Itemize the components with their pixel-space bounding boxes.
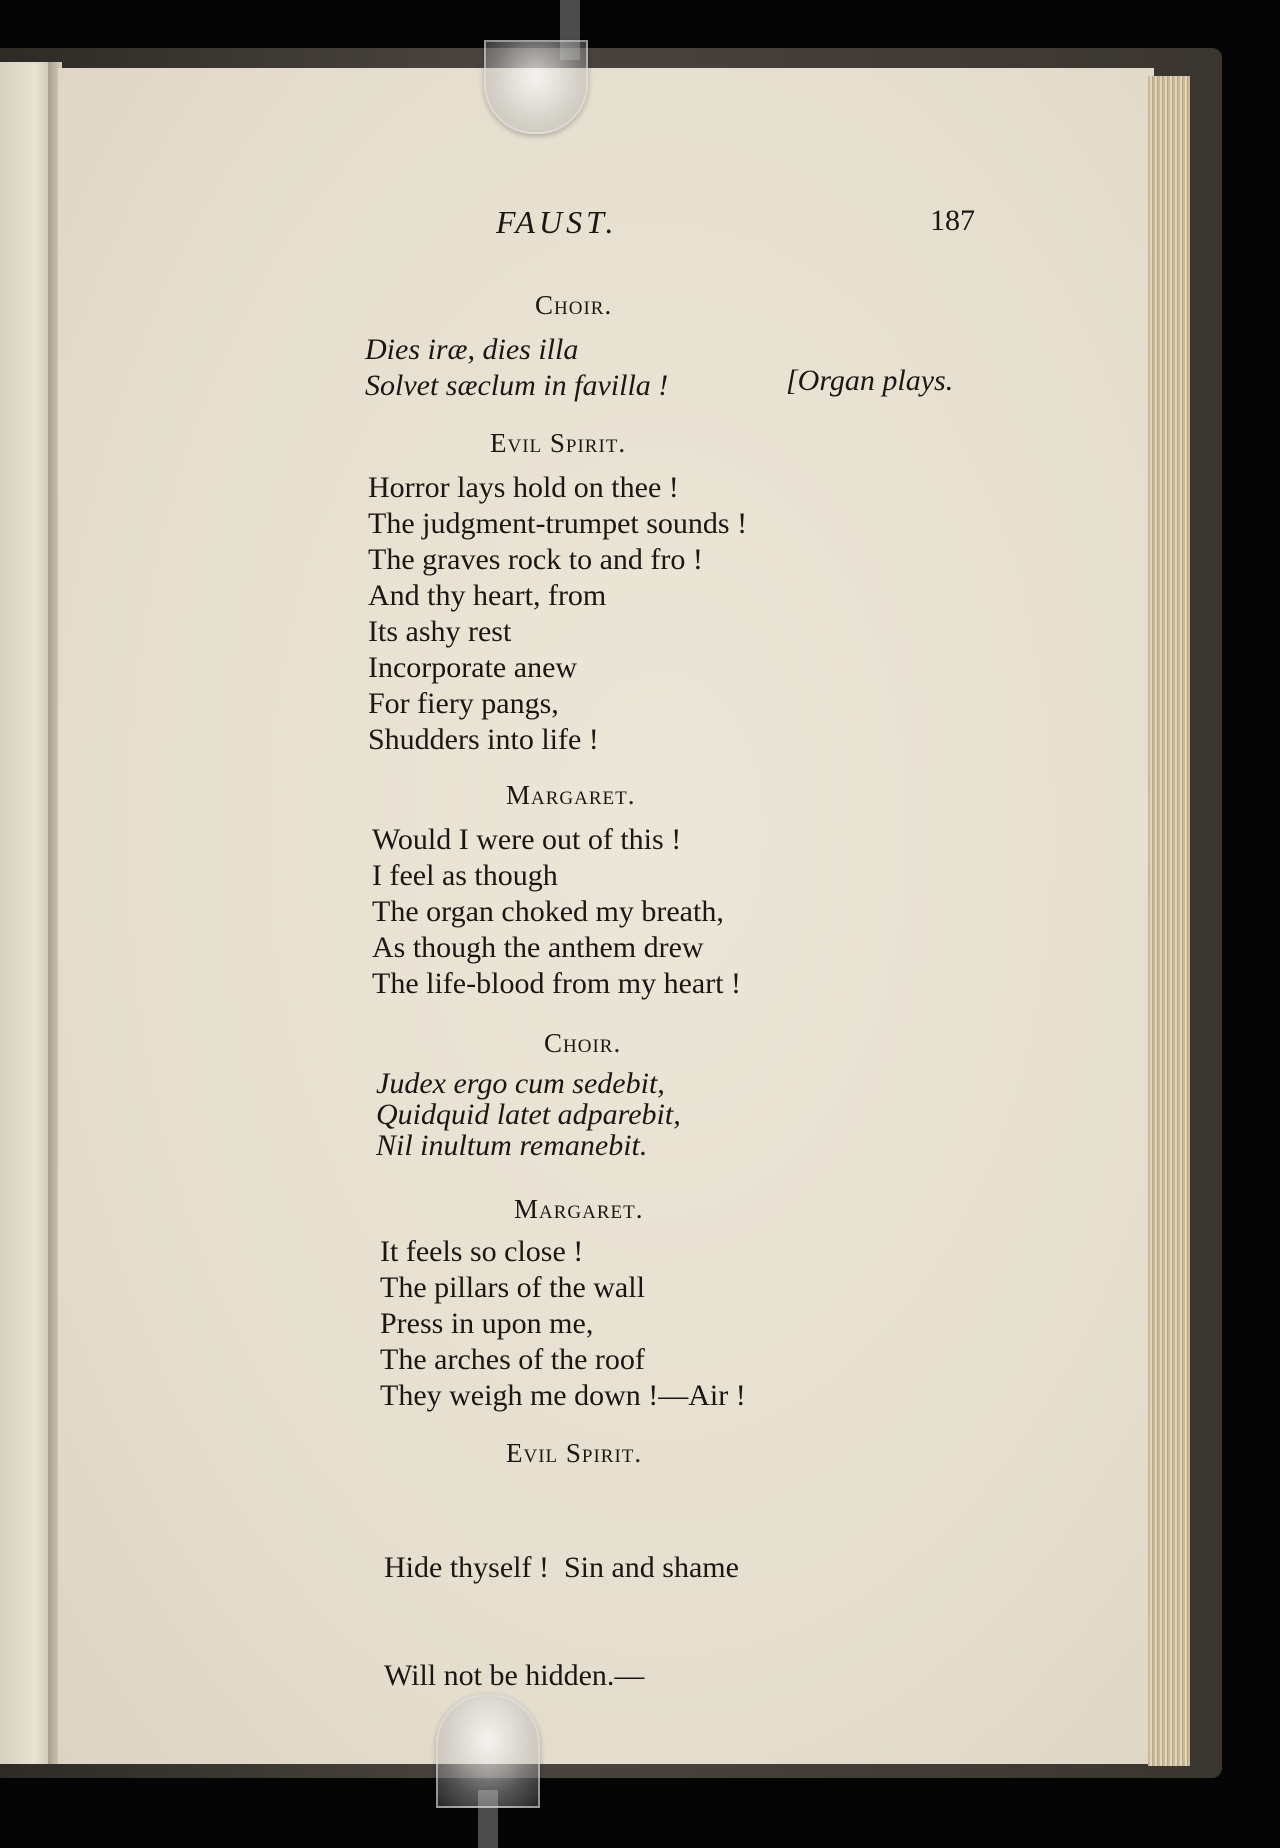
verse-line: Dies iræ, dies illa bbox=[365, 333, 579, 366]
verse-line: Incorporate anew bbox=[368, 651, 578, 684]
speaker-heading: Evil Spirit. bbox=[490, 428, 627, 458]
verse-line: I feel as though bbox=[372, 859, 558, 892]
verse-block bbox=[384, 1478, 739, 1730]
verse-line: They weigh me down !—Air ! bbox=[380, 1379, 746, 1412]
verse-line: Will not be hidden.— bbox=[384, 1659, 645, 1692]
verse-line: The pillars of the wall bbox=[380, 1271, 645, 1304]
verse-line: Hide thyself ! Sin and shame bbox=[384, 1551, 739, 1584]
verse-line: Shudders into life ! bbox=[368, 723, 599, 756]
verse-line: Horror lays hold on thee ! bbox=[368, 471, 679, 504]
running-head: FAUST. bbox=[496, 204, 618, 240]
verse-line: Nil inultum remanebit. bbox=[376, 1129, 648, 1162]
verse-block bbox=[372, 822, 741, 1002]
verse-line: For fiery pangs, bbox=[368, 687, 559, 720]
verse-line: It feels so close ! bbox=[380, 1235, 584, 1268]
verse-line: Solvet sæclum in favilla ! bbox=[365, 369, 669, 402]
verse-line: Its ashy rest bbox=[368, 615, 512, 648]
verse-block bbox=[365, 332, 668, 404]
speaker-heading: Evil Spirit. bbox=[506, 1438, 643, 1468]
verse-line: Quidquid latet adparebit, bbox=[376, 1098, 681, 1131]
page-number: 187 bbox=[930, 204, 975, 237]
verse-line: The judgment-trumpet sounds ! bbox=[368, 507, 748, 540]
verse-line: The organ choked my breath, bbox=[372, 895, 724, 928]
left-page-edge bbox=[0, 62, 50, 1764]
speaker-heading: Choir. bbox=[535, 290, 613, 320]
verse-line: Would I were out of this ! bbox=[372, 823, 682, 856]
speaker-heading: Margaret. bbox=[514, 1194, 644, 1224]
page-clip-top bbox=[484, 40, 588, 134]
speaker-heading: Choir. bbox=[544, 1028, 622, 1058]
verse-line: As though the anthem drew bbox=[372, 931, 704, 964]
stage-direction: [Organ plays. bbox=[786, 364, 954, 397]
verse-line: The graves rock to and fro ! bbox=[368, 543, 703, 576]
verse-line: The life-blood from my heart ! bbox=[372, 967, 742, 1000]
verse-block bbox=[368, 470, 747, 758]
verse-line: Press in upon me, bbox=[380, 1307, 594, 1340]
verse-block bbox=[380, 1234, 746, 1414]
verse-line: And thy heart, from bbox=[368, 579, 607, 612]
speaker-heading: Margaret. bbox=[506, 780, 636, 810]
clip-strap bbox=[478, 1790, 498, 1848]
page-edges bbox=[1148, 76, 1190, 1766]
verse-block bbox=[376, 1068, 681, 1161]
verse-line: Judex ergo cum sedebit, bbox=[376, 1067, 665, 1100]
verse-line: The arches of the roof bbox=[380, 1343, 645, 1376]
